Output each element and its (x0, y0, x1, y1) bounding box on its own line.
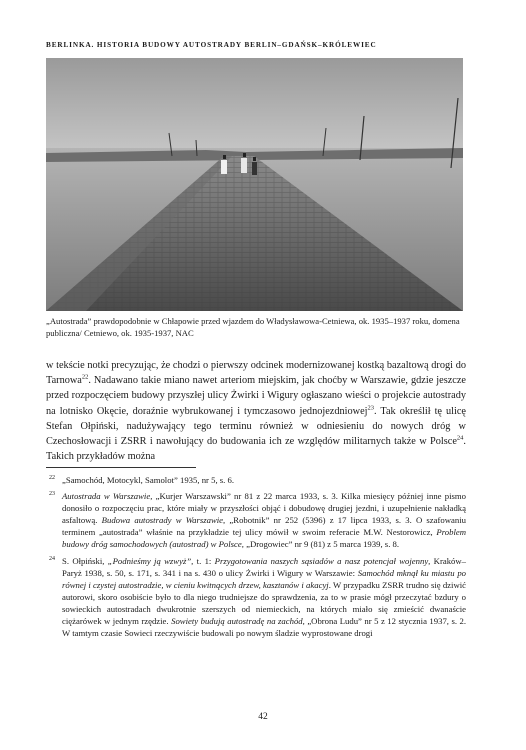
footnote-title: Budowa autostrady w Warszawie (101, 515, 224, 526)
footnote-ref-24: 24 (456, 434, 464, 442)
footnote-title: Problem budowy dróg samochodowych (autostrad) w Polsce (62, 527, 467, 550)
footnote-ref-23: 23 (367, 404, 375, 412)
body-text-4: . Takich przykładów można (46, 436, 466, 463)
footnote-title: Przygotowania naszych sąsiadów a nasz potencjał wojenny (214, 555, 429, 566)
footnote-ref-22: 22 (81, 373, 89, 381)
page-number: 42 (258, 712, 268, 722)
body-text-3: . Tak określił tę ulicę Stefan Ołpiński, nadużywający tego terminu również w odniesieniu do nowych dróg w Czechosłowacji i ZSRR i nawołujący do budowania ich ze względów militarnych także w Polsce (46, 405, 466, 448)
footnote-text: , „Obrona Ludu” nr 5 z 12 stycznia 1937, s. 2. W tamtym czasie Sowieci rzeczywiście budowali po nowym śladzie wyprostowane drogi (62, 616, 466, 639)
footnote-22 (46, 474, 466, 486)
footnote-number: 22 (49, 475, 55, 481)
footnotes (46, 474, 466, 643)
footnote-23 (46, 490, 466, 550)
body-paragraph (46, 358, 466, 464)
footnote-text: . W przypadku ZSRR trudno się dziwić autorowi, skoro osobiście było to dla niego trudniejsze do sprawdzenia, za to w prasie mógł przeczytać bzdury o sowieckich autostradach dwukrotnie szerszych od niemieckich, na których miało się zmieścić dwanaście ciężarówek w jednym rzędzie. (62, 579, 466, 627)
road-photo-illustration (46, 58, 463, 311)
running-head: BERLINKA. HISTORIA BUDOWY AUTOSTRADY BERLIN–GDAŃSK–KRÓLEWIEC (46, 41, 377, 49)
footnote-number: 24 (49, 555, 55, 562)
footnote-text: , t. 1: (191, 555, 212, 566)
footnote-text: , „Kurjer Warszawski” nr 81 z 22 marca 1933, s. 3. Kilka miesięcy później inne pismo donosiło o rozpoczęciu prac, które miały w przyszłości objąć i dobudowę drugiej jezdni, i uzupełnienie nakładką asfaltową. (62, 491, 466, 526)
footnote-text: S. Ołpiński, (62, 555, 105, 566)
footnote-title: Autostrada w Warszawie (62, 491, 151, 502)
footnote-title: „Podnieśmy ją wzwyż” (107, 555, 192, 566)
footnote-text: , „Robotnik” nr 252 (5396) z 17 lipca 1933, s. 3. O szafowaniu terminem „autostrada” właśnie na przykładzie tej ulicy mówił w swoim referacie M.W. Nestorowicz, (62, 515, 466, 538)
footnote-text: , „Drogowiec” nr 9 (81) z 5 marca 1939, s. 8. (241, 539, 400, 550)
footnote-text: „Samochód, Motocykl, Samolot” 1935, nr 5, s. 6. (62, 475, 235, 485)
footnote-number: 23 (49, 491, 55, 498)
photo-road (46, 58, 463, 311)
footnote-text: , Kraków–Paryż 1938, s. 50, s. 171, s. 341 i na s. 430 o ulicy Żwirki i Wigury w Warszawie: (62, 555, 466, 578)
footnote-quote: Samochód mknął ku miastu po równej i czystej autostradzie, w cieniu kwitnących drzew, kasztanów i akacyj (62, 567, 467, 590)
footnote-24 (46, 555, 466, 640)
body-text-2: . Nadawano takie miano nawet arteriom miejskim, jak choćby w Warszawie, gdzie jeszcze przed rozpoczęciem budowy przyszłej ulicy Żwirki i Wigury ogłaszano wieści o projekcie autostrady na lotnisko Okęcie, doraźnie wybrukowanej i tymczasowo jednojezdniowej (46, 375, 466, 417)
footnote-title: Sowiety budują autostradę na zachód (171, 616, 303, 627)
body-text-1: w tekście notki precyzując, że chodzi o pierwszy odcinek modernizowanej kostką bazaltową drogi do Tarnowa (46, 360, 466, 387)
photo-caption: „Autostrada” prawdopodobnie w Chłapowie przed wjazdem do Władysławowa-Cetniewa, ok. 1935–1937 roku, domena publiczna/ Cetniewo, ok. 1935-1937, NAC (46, 316, 460, 338)
footnote-separator (46, 467, 196, 468)
